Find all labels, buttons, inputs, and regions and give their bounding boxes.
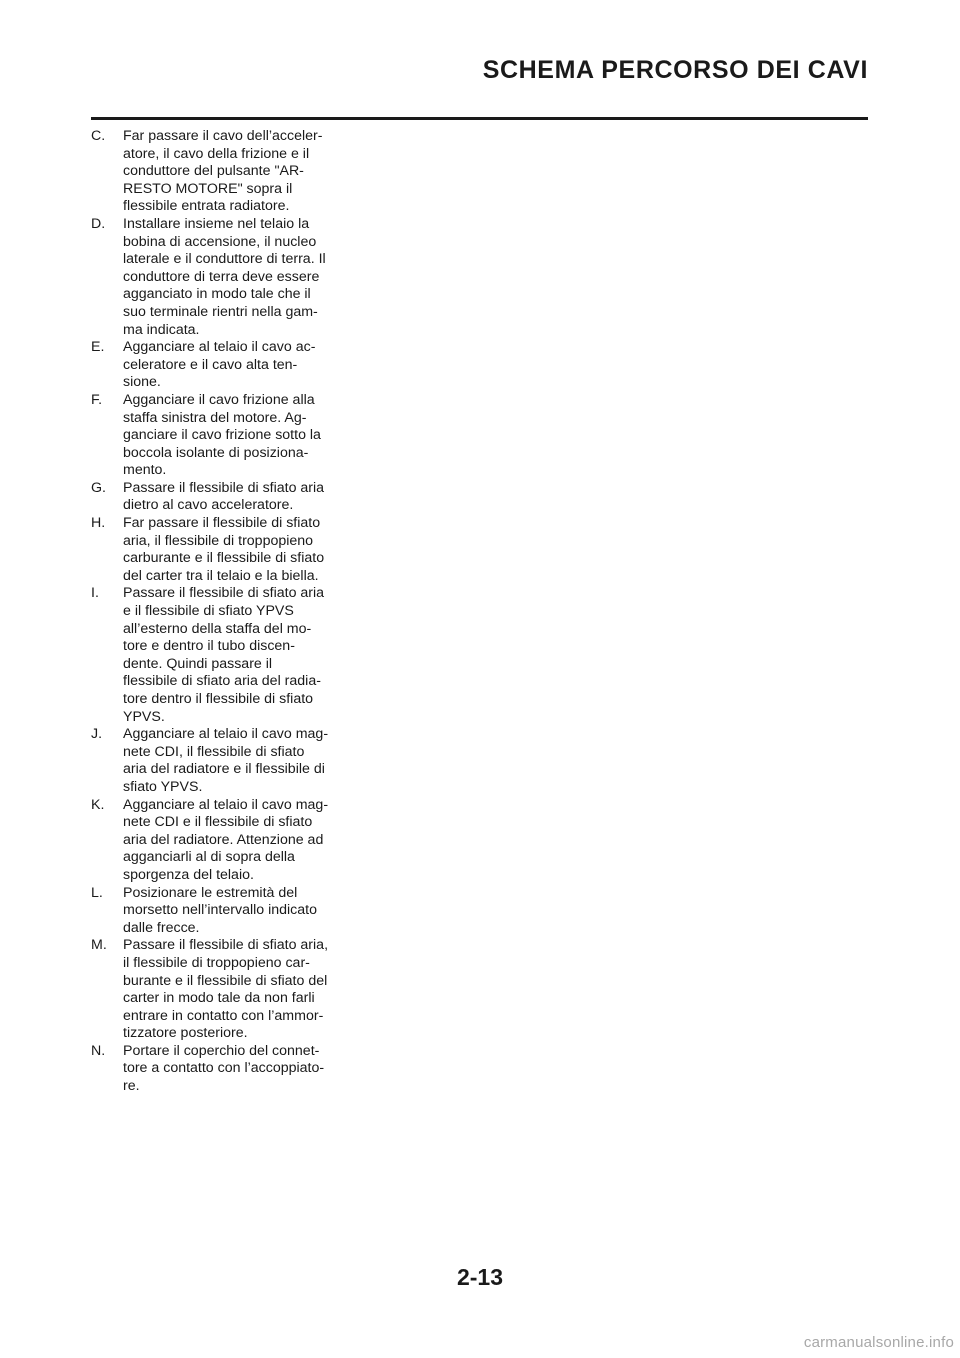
watermark: carmanualsonline.info bbox=[803, 1334, 954, 1351]
instruction-text-line: re. bbox=[123, 1078, 140, 1095]
instruction-text-line: YPVS. bbox=[123, 708, 165, 725]
instruction-text-line: bobina di accensione, il nucleo bbox=[123, 233, 317, 250]
instruction-item bbox=[91, 585, 337, 726]
instruction-item bbox=[91, 1043, 337, 1096]
instruction-text-line: aria del radiatore. Attenzione ad bbox=[123, 831, 324, 848]
instruction-item bbox=[91, 128, 337, 216]
instruction-text-line: Passare il flessibile di sfiato aria bbox=[123, 585, 325, 602]
instruction-text-line: Installare insieme nel telaio la bbox=[123, 215, 310, 232]
page-number: 2-13 bbox=[456, 1264, 504, 1290]
instruction-text-line: dente. Quindi passare il bbox=[123, 655, 273, 672]
instruction-letter: D. bbox=[91, 215, 106, 232]
instruction-text-line: il flessibile di troppopieno car- bbox=[123, 954, 310, 971]
instruction-item bbox=[91, 797, 337, 885]
instruction-text-line: staffa sinistra del motore. Ag- bbox=[123, 409, 307, 426]
instruction-text-line: nete CDI e il flessibile di sfiato bbox=[123, 814, 313, 831]
instruction-item bbox=[91, 726, 337, 796]
instruction-text-line: RESTO MOTORE" sopra il bbox=[123, 180, 293, 197]
instruction-text-line: agganciato in modo tale che il bbox=[123, 286, 311, 303]
instruction-text-line: Agganciare al telaio il cavo ac- bbox=[123, 339, 316, 356]
instruction-text-line: ganciare il cavo frizione sotto la bbox=[123, 427, 321, 444]
instruction-text-line: Far passare il cavo dell’acceler- bbox=[123, 128, 323, 144]
instruction-text-line: dietro al cavo acceleratore. bbox=[123, 497, 294, 514]
instruction-text-line: Passare il flessibile di sfiato aria bbox=[123, 479, 325, 496]
instruction-text-line: laterale e il conduttore di terra. Il bbox=[123, 251, 326, 268]
instruction-text-line: agganciarli al di sopra della bbox=[123, 849, 295, 866]
instruction-letter: J. bbox=[91, 726, 103, 743]
instruction-text-line: aria del radiatore e il flessibile di bbox=[123, 761, 325, 778]
instruction-text-line: sfiato YPVS. bbox=[123, 778, 203, 795]
instruction-text-line: celeratore e il cavo alta ten- bbox=[123, 356, 298, 373]
instruction-letter: G. bbox=[91, 479, 106, 496]
instruction-text-line: Agganciare al telaio il cavo mag- bbox=[123, 796, 329, 813]
instruction-text-line: flessibile entrata radiatore. bbox=[123, 198, 290, 215]
instruction-text-line: Agganciare al telaio il cavo mag- bbox=[123, 726, 329, 743]
instruction-item bbox=[91, 885, 337, 938]
instruction-text-line: flessibile di sfiato aria del radia- bbox=[123, 673, 321, 690]
page-title: SCHEMA PERCORSO DEI CAVI bbox=[482, 56, 868, 84]
instruction-text-line: tore a contatto con l’accoppiato- bbox=[123, 1060, 325, 1077]
instruction-item bbox=[91, 515, 337, 585]
instruction-text-line: tizzatore posteriore. bbox=[123, 1025, 248, 1042]
instruction-text-line: mento. bbox=[123, 462, 167, 479]
instruction-text-line: e il flessibile di sfiato YPVS bbox=[123, 603, 294, 620]
instruction-text-line: del carter tra il telaio e la biella. bbox=[123, 567, 319, 584]
instruction-item bbox=[91, 216, 337, 339]
header-rule bbox=[91, 117, 868, 120]
instruction-text-line: entrare in contatto con l’ammor- bbox=[123, 1007, 324, 1024]
instruction-letter: N. bbox=[91, 1042, 106, 1059]
instruction-text-line: carter in modo tale da non farli bbox=[123, 990, 315, 1007]
instruction-text-line: Portare il coperchio del connet- bbox=[123, 1042, 320, 1059]
instruction-text-line: ma indicata. bbox=[123, 321, 200, 338]
instruction-letter: M. bbox=[91, 937, 107, 954]
instruction-text-line: atore, il cavo della frizione e il bbox=[123, 145, 310, 162]
instruction-item bbox=[91, 339, 337, 392]
instruction-text-line: dalle frecce. bbox=[123, 919, 200, 936]
instruction-text-line: boccola isolante di posiziona- bbox=[123, 444, 309, 461]
instruction-letter: C. bbox=[91, 128, 106, 144]
instruction-item bbox=[91, 392, 337, 480]
instruction-letter: L. bbox=[91, 884, 103, 901]
instruction-text-line: all’esterno della staffa del mo- bbox=[123, 620, 312, 637]
instruction-text-line: morsetto nell’intervallo indicato bbox=[123, 902, 317, 919]
instruction-text-line: conduttore di terra deve essere bbox=[123, 268, 320, 285]
instruction-text-line: conduttore del pulsante "AR- bbox=[123, 163, 304, 180]
instruction-text-line: Passare il flessibile di sfiato aria, bbox=[123, 937, 329, 954]
instruction-letter: K. bbox=[91, 796, 105, 813]
instruction-text-line: burante e il flessibile di sfiato del bbox=[123, 972, 328, 989]
instruction-list bbox=[91, 128, 337, 1096]
instruction-text-line: tore dentro il flessibile di sfiato bbox=[123, 691, 314, 707]
instruction-text-line: nete CDI, il flessibile di sfiato bbox=[123, 743, 305, 760]
instruction-text-line: sporgenza del telaio. bbox=[123, 866, 254, 883]
instruction-text-line: Posizionare le estremità del bbox=[123, 884, 298, 901]
instruction-text-line: suo terminale rientri nella gam- bbox=[123, 303, 318, 320]
instruction-text-line: tore e dentro il tubo discen- bbox=[123, 638, 295, 655]
instruction-text-line: carburante e il flessibile di sfiato bbox=[123, 550, 325, 567]
instruction-text-line: Agganciare il cavo frizione alla bbox=[123, 391, 315, 408]
instruction-letter: E. bbox=[91, 339, 105, 356]
instruction-text-line: sione. bbox=[123, 374, 161, 391]
instruction-letter: H. bbox=[91, 515, 106, 532]
instruction-item bbox=[91, 937, 337, 1043]
instruction-letter: I. bbox=[91, 585, 99, 602]
instruction-text-line: Far passare il flessibile di sfiato bbox=[123, 515, 321, 532]
instruction-text-line: aria, il flessibile di troppopieno bbox=[123, 532, 314, 549]
instruction-letter: F. bbox=[91, 391, 103, 408]
instruction-item bbox=[91, 480, 337, 515]
